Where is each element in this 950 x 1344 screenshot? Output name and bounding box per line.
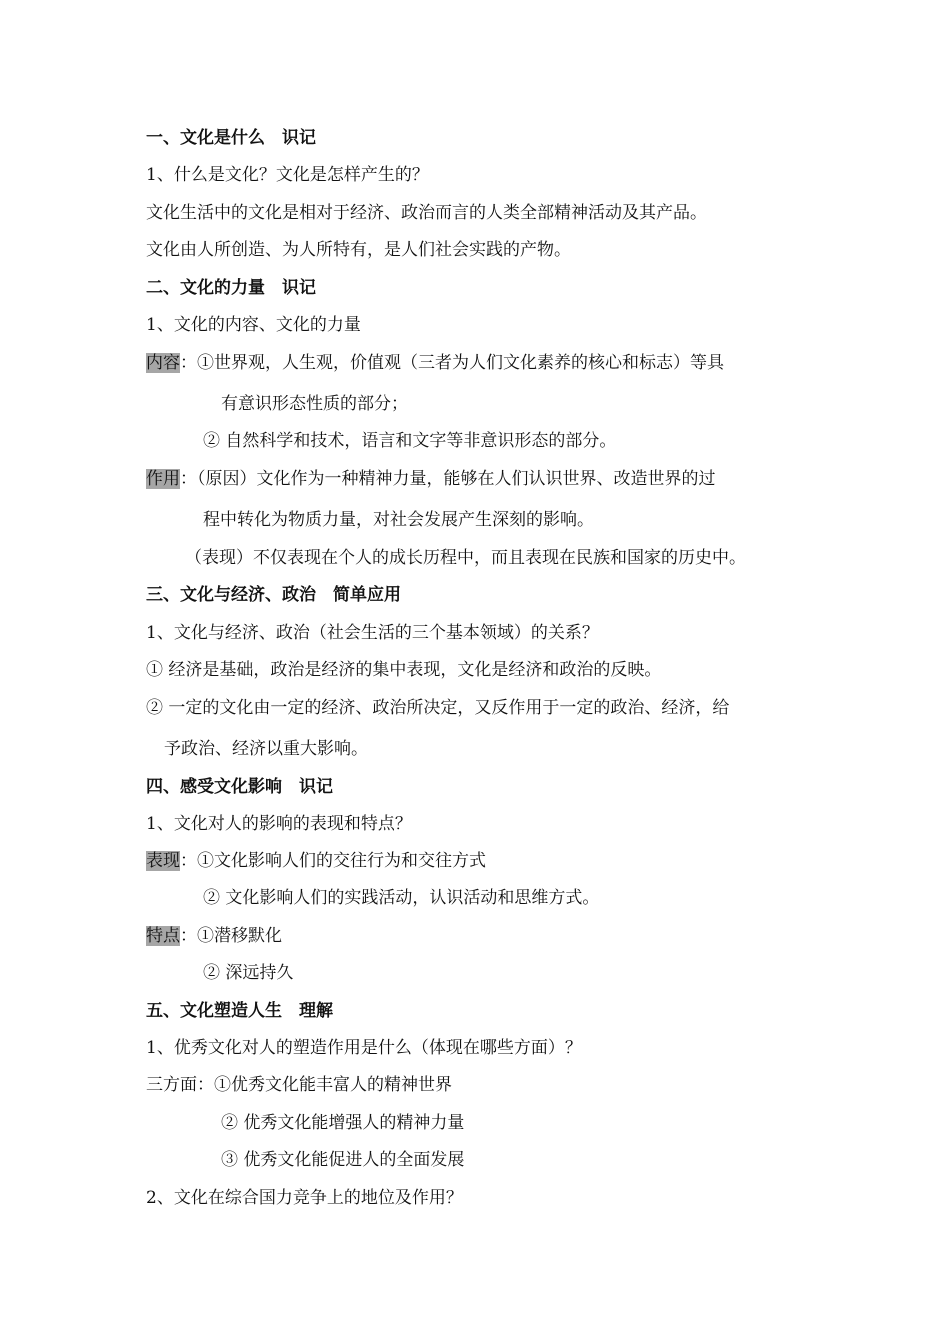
- section-3-answer-2-cont: 予政治、经济以重大影响。: [164, 739, 368, 759]
- content-text-1-cont: 有意识形态性质的部分；: [221, 394, 408, 414]
- content-text-2: ② 自然科学和技术，语言和文字等非意识形态的部分。: [203, 431, 617, 451]
- effect-text-2: （表现）不仅表现在个人的成长历程中，而且表现在民族和国家的历史中。: [185, 548, 746, 568]
- section-4-question-1: 1、文化对人的影响的表现和特点？: [146, 814, 412, 834]
- trait-line-1: [146, 924, 282, 948]
- section-5-question-1: 1、优秀文化对人的塑造作用是什么（体现在哪些方面）？: [146, 1038, 582, 1058]
- section-4-heading: 四、感受文化影响 识记: [146, 777, 333, 797]
- section-5-answer-2: ② 优秀文化能增强人的精神力量: [221, 1113, 465, 1133]
- effect-text-1: ：（原因）文化作为一种精神力量，能够在人们认识世界、改造世界的过: [180, 469, 716, 489]
- show-text-1: ：①文化影响人们的交往行为和交往方式: [180, 851, 486, 871]
- content-text-1: ：①世界观，人生观，价值观（三者为人们文化素养的核心和标志）等具: [180, 353, 724, 373]
- section-5-answer-3: ③ 优秀文化能促进人的全面发展: [221, 1150, 465, 1170]
- effect-label: 作用: [146, 469, 180, 489]
- show-label: 表现: [146, 851, 180, 871]
- section-3-answer-2: ② 一定的文化由一定的经济、政治所决定，又反作用于一定的政治、经济，给: [146, 698, 730, 718]
- section-3-answer-1: ① 经济是基础，政治是经济的集中表现，文化是经济和政治的反映。: [146, 660, 662, 680]
- section-3-heading: 三、文化与经济、政治 简单应用: [146, 585, 401, 605]
- show-text-2: ② 文化影响人们的实践活动，认识活动和思维方式。: [203, 888, 600, 908]
- effect-text-1-cont: 程中转化为物质力量，对社会发展产生深刻的影响。: [203, 510, 594, 530]
- trait-text-1: ：①潜移默化: [180, 926, 282, 946]
- section-2-question-1: 1、文化的内容、文化的力量: [146, 315, 361, 335]
- content-line-1: [146, 351, 724, 375]
- section-5-heading: 五、文化塑造人生 理解: [146, 1001, 333, 1021]
- content-label: 内容: [146, 353, 180, 373]
- section-5-question-2: 2、文化在综合国力竞争上的地位及作用？: [146, 1188, 463, 1208]
- show-line-1: [146, 849, 486, 873]
- effect-line-1: [146, 467, 716, 491]
- section-1-heading: 一、文化是什么 识记: [146, 128, 316, 148]
- section-1-question-1: 1、什么是文化？文化是怎样产生的？: [146, 165, 429, 185]
- section-5-answer-1: 三方面：①优秀文化能丰富人的精神世界: [146, 1075, 452, 1095]
- section-1-answer-1: 文化生活中的文化是相对于经济、政治而言的人类全部精神活动及其产品。: [146, 203, 707, 223]
- section-1-answer-2: 文化由人所创造、为人所特有，是人们社会实践的产物。: [146, 240, 571, 260]
- section-2-heading: 二、文化的力量 识记: [146, 278, 316, 298]
- section-3-question-1: 1、文化与经济、政治（社会生活的三个基本领域）的关系？: [146, 623, 599, 643]
- trait-label: 特点: [146, 926, 180, 946]
- trait-text-2: ② 深远持久: [203, 963, 294, 983]
